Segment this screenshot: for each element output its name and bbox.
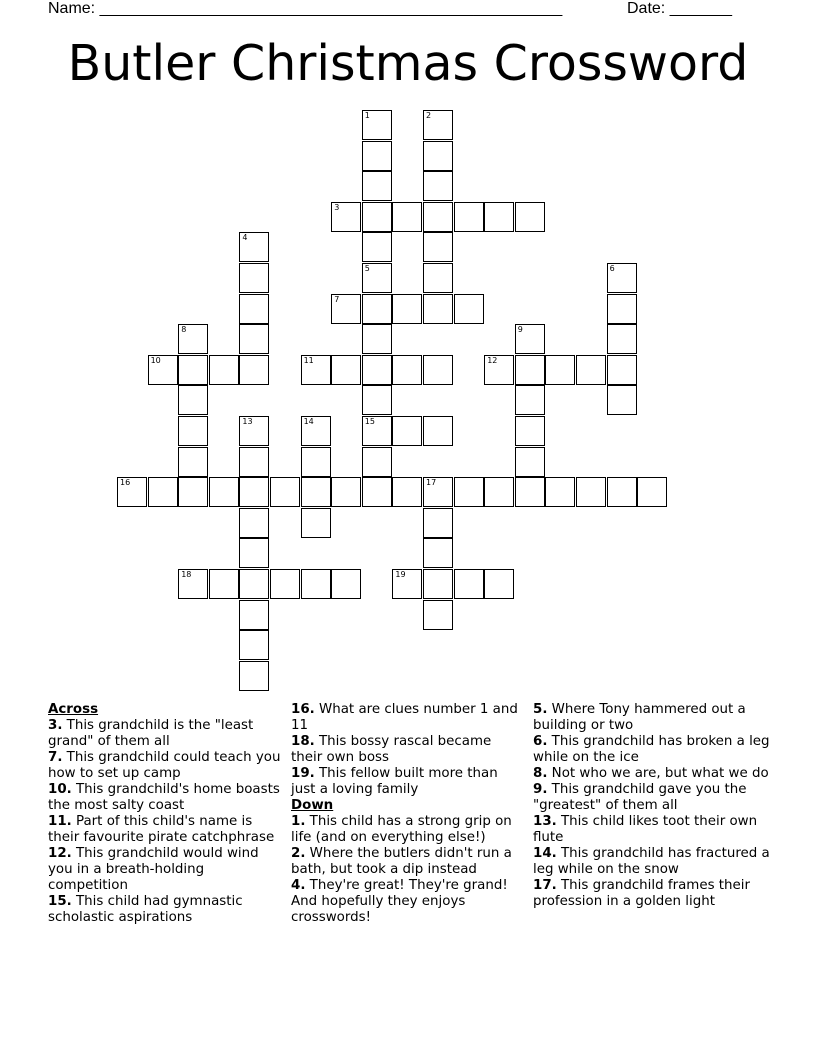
clue-number: 15: [364, 417, 375, 426]
grid-cell[interactable]: [331, 477, 361, 507]
clue-number: 1: [364, 111, 370, 120]
clue-across-16: 16. What are clues number 1 and 11: [291, 702, 518, 733]
grid-cell[interactable]: [362, 447, 392, 477]
grid-cell[interactable]: [209, 355, 239, 385]
grid-cell[interactable]: [423, 141, 453, 171]
grid-cell[interactable]: [239, 263, 269, 293]
grid-cell[interactable]: [362, 385, 392, 415]
grid-cell[interactable]: [270, 569, 300, 599]
grid-cell[interactable]: [607, 324, 637, 354]
grid-cell[interactable]: [362, 202, 392, 232]
grid-cell[interactable]: [392, 294, 422, 324]
clue-number: 7: [334, 294, 340, 304]
clue-across-11: 11. Part of this child's name is their favourite pirate catchphrase: [48, 814, 275, 845]
grid-cell[interactable]: [148, 355, 178, 385]
clue-down-17: 17. This grandchild frames their profession in a golden light: [533, 878, 751, 909]
clue-number: 14: [303, 417, 314, 426]
grid-cell[interactable]: [239, 447, 269, 477]
grid-cell[interactable]: [423, 508, 453, 538]
grid-cell[interactable]: [239, 294, 269, 324]
date-label: Date:: [627, 0, 666, 17]
grid-cell[interactable]: [454, 202, 484, 232]
grid-cell[interactable]: [607, 294, 637, 324]
grid-cell[interactable]: [515, 324, 545, 354]
grid-cell[interactable]: [423, 538, 453, 568]
grid-cell[interactable]: [454, 569, 484, 599]
grid-cell[interactable]: [239, 569, 269, 599]
grid-cell[interactable]: [484, 202, 514, 232]
grid-cell[interactable]: [454, 294, 484, 324]
clue-down-2: 2. Where the butlers didn't run a bath, but took a dip instead: [291, 846, 512, 877]
grid-cell[interactable]: [637, 477, 667, 507]
grid-cell[interactable]: [331, 355, 361, 385]
grid-cell[interactable]: [423, 569, 453, 599]
grid-cell[interactable]: [607, 355, 637, 385]
grid-cell[interactable]: [392, 416, 422, 446]
grid-cell[interactable]: [178, 385, 208, 415]
grid-cell[interactable]: [239, 232, 269, 262]
grid-cell[interactable]: [362, 263, 392, 293]
clue-down-5: 5. Where Tony hammered out a building or two: [533, 702, 746, 733]
clue-number: 4: [242, 233, 248, 243]
grid-cell[interactable]: [576, 355, 606, 385]
clue-number: 10: [150, 355, 161, 365]
clue-number: 16: [120, 478, 131, 488]
grid-cell[interactable]: [362, 355, 392, 385]
grid-cell[interactable]: [423, 355, 453, 385]
grid-cell[interactable]: [362, 110, 392, 140]
grid-cell[interactable]: [392, 477, 422, 507]
grid-cell[interactable]: [423, 171, 453, 201]
grid-cell[interactable]: [454, 477, 484, 507]
grid-cell[interactable]: [484, 569, 514, 599]
grid-cell[interactable]: [301, 477, 331, 507]
clues-column-3: [533, 702, 773, 910]
grid-cell[interactable]: [515, 447, 545, 477]
grid-cell[interactable]: [239, 538, 269, 568]
grid-cell[interactable]: [515, 355, 545, 385]
clue-across-18: 18. This bossy rascal became their own boss: [291, 734, 492, 765]
down-heading: Down: [291, 798, 334, 813]
grid-cell[interactable]: [362, 477, 392, 507]
grid-cell[interactable]: [392, 355, 422, 385]
grid-cell[interactable]: [423, 263, 453, 293]
clue-down-1: 1. This child has a strong grip on life (and on everything else!): [291, 814, 512, 845]
clue-number: 3: [334, 202, 340, 212]
grid-cell[interactable]: [239, 508, 269, 538]
grid-cell[interactable]: [545, 477, 575, 507]
grid-cell[interactable]: [301, 355, 331, 385]
grid-cell[interactable]: [423, 294, 453, 324]
date-blank[interactable]: _______: [669, 0, 732, 17]
grid-cell[interactable]: [301, 569, 331, 599]
grid-cell[interactable]: [117, 477, 147, 507]
grid-cell[interactable]: [178, 569, 208, 599]
clue-number: 11: [303, 355, 314, 365]
grid-cell[interactable]: [576, 477, 606, 507]
grid-cell[interactable]: [362, 171, 392, 201]
grid-cell[interactable]: [515, 385, 545, 415]
clue-down-9: 9. This grandchild gave you the "greatest" of them all: [533, 782, 747, 813]
name-blank[interactable]: ____________________________________________________: [99, 0, 563, 17]
grid-cell[interactable]: [239, 630, 269, 660]
clue-across-15: 15. This child had gymnastic scholastic aspirations: [48, 894, 243, 925]
clue-number: 13: [242, 417, 253, 426]
grid-cell[interactable]: [209, 569, 239, 599]
clue-across-3: 3. This grandchild is the "least grand" of them all: [48, 718, 254, 749]
clue-number: 6: [609, 264, 615, 273]
grid-cell[interactable]: [423, 202, 453, 232]
clue-number: 12: [487, 355, 498, 365]
grid-cell[interactable]: [484, 477, 514, 507]
grid-cell[interactable]: [178, 447, 208, 477]
grid-cell[interactable]: [270, 477, 300, 507]
grid-cell[interactable]: [362, 324, 392, 354]
clue-down-14: 14. This grandchild has fractured a leg while on the snow: [533, 846, 770, 877]
grid-cell[interactable]: [301, 416, 331, 446]
grid-cell[interactable]: [209, 477, 239, 507]
grid-cell[interactable]: [515, 202, 545, 232]
grid-cell[interactable]: [362, 416, 392, 446]
clue-number: 19: [395, 570, 406, 579]
grid-cell[interactable]: [301, 447, 331, 477]
clue-number: 2: [426, 111, 432, 120]
grid-cell[interactable]: [301, 508, 331, 538]
grid-cell[interactable]: [148, 477, 178, 507]
grid-cell[interactable]: [607, 477, 637, 507]
grid-cell[interactable]: [484, 355, 514, 385]
grid-cell[interactable]: [178, 416, 208, 446]
clue-down-13: 13. This child likes toot their own flute: [533, 814, 758, 845]
grid-cell[interactable]: [331, 202, 361, 232]
grid-cell[interactable]: [239, 324, 269, 354]
grid-cell[interactable]: [423, 600, 453, 630]
name-label: Name:: [48, 0, 96, 17]
clue-number: 8: [181, 325, 187, 335]
clues-column-2: [291, 702, 526, 926]
grid-cell[interactable]: [331, 294, 361, 324]
grid-cell[interactable]: [178, 477, 208, 507]
date-field[interactable]: [627, 0, 732, 18]
clues-column-1: [48, 702, 283, 926]
clue-across-12: 12. This grandchild would wind you in a breath-holding competition: [48, 846, 259, 893]
grid-cell[interactable]: [239, 477, 269, 507]
grid-cell[interactable]: [423, 110, 453, 140]
clue-number: 17: [426, 478, 437, 488]
grid-cell[interactable]: [607, 385, 637, 415]
clue-down-4: 4. They're great! They're grand! And hopefully they enjoys crosswords!: [291, 878, 508, 925]
grid-cell[interactable]: [362, 294, 392, 324]
grid-cell[interactable]: [239, 600, 269, 630]
grid-cell[interactable]: [362, 232, 392, 262]
clue-number: 18: [181, 570, 192, 579]
grid-cell[interactable]: [362, 141, 392, 171]
grid-cell[interactable]: [515, 416, 545, 446]
name-field[interactable]: [48, 0, 562, 18]
grid-cell[interactable]: [178, 355, 208, 385]
grid-cell[interactable]: [392, 202, 422, 232]
clue-across-7: 7. This grandchild could teach you how to set up camp: [48, 750, 281, 781]
grid-cell[interactable]: [545, 355, 575, 385]
grid-cell[interactable]: [423, 416, 453, 446]
page-title: Butler Christmas Crossword: [67, 35, 749, 92]
grid-cell[interactable]: [423, 477, 453, 507]
clue-across-10: 10. This grandchild's home boasts the most salty coast: [48, 782, 280, 813]
clue-down-8: 8. Not who we are, but what we do: [533, 766, 769, 781]
grid-cell[interactable]: [239, 416, 269, 446]
grid-cell[interactable]: [423, 232, 453, 262]
grid-cell[interactable]: [392, 569, 422, 599]
grid-cell[interactable]: [178, 324, 208, 354]
grid-cell[interactable]: [239, 661, 269, 691]
clue-across-19: 19. This fellow built more than just a loving family: [291, 766, 498, 797]
across-heading: Across: [48, 702, 99, 717]
clue-number: 9: [517, 325, 523, 335]
grid-cell[interactable]: [515, 477, 545, 507]
grid-cell[interactable]: [607, 263, 637, 293]
clue-number: 5: [364, 264, 370, 273]
clue-down-6: 6. This grandchild has broken a leg while on the ice: [533, 734, 770, 765]
grid-cell[interactable]: [331, 569, 361, 599]
grid-cell[interactable]: [239, 355, 269, 385]
